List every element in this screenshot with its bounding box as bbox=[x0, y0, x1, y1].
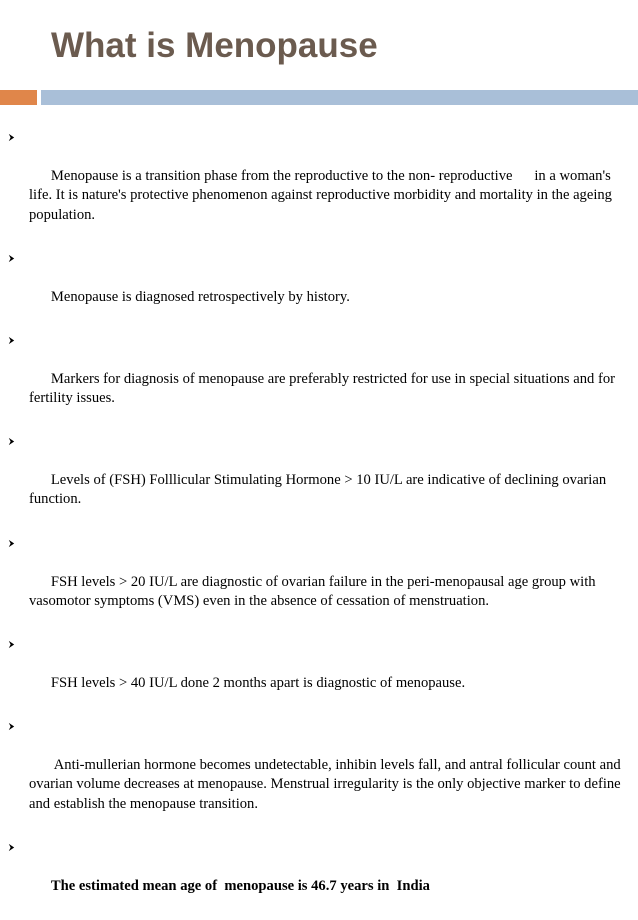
bullet-text: Menopause is diagnosed retrospectively by history. bbox=[50, 288, 350, 305]
bullet-item-1 bbox=[0, 128, 638, 244]
bullet-text: Anti-mullerian hormone becomes undetectable, inhibin levels fall, and antral follicular count and ovarian volume decreases at menopause. Menstrual irregularity is the only objective marker to define and establish the menopause transition. bbox=[29, 756, 625, 812]
bullet-text: Levels of (FSH) Folllicular Stimulating Hormone > 10 IU/L are indicative of declining ovarian function. bbox=[29, 472, 610, 508]
bullet-text: Menopause is a transition phase from the reproductive to the non- reproductive in a woman's life. It is nature's protective phenomenon against reproductive morbidity and mortality in the ageing population. bbox=[29, 167, 616, 223]
arrow-bullet-icon bbox=[7, 843, 16, 852]
bullet-item-8 bbox=[0, 838, 638, 916]
bullet-item-3 bbox=[0, 331, 638, 428]
bullet-item-7 bbox=[0, 717, 638, 833]
bullet-list bbox=[0, 128, 638, 920]
bullet-item-5 bbox=[0, 534, 638, 631]
bullet-item-4 bbox=[0, 432, 638, 529]
bullet-text: FSH levels > 20 IU/L are diagnostic of ovarian failure in the peri-menopausal age group with vasomotor symptoms (VMS) even in the absence of cessation of menstruation. bbox=[29, 573, 600, 609]
bullet-item-6 bbox=[0, 635, 638, 713]
arrow-bullet-icon bbox=[7, 336, 16, 345]
bullet-text: FSH levels > 40 IU/L done 2 months apart is diagnostic of menopause. bbox=[50, 674, 466, 691]
bullet-item-2 bbox=[0, 249, 638, 327]
slide-title: What is Menopause bbox=[51, 26, 378, 65]
arrow-bullet-icon bbox=[7, 133, 16, 142]
title-accent-bar-blue bbox=[41, 90, 638, 105]
arrow-bullet-icon bbox=[7, 722, 16, 731]
bullet-text: The estimated mean age of menopause is 46.7 years in India bbox=[50, 877, 430, 894]
arrow-bullet-icon bbox=[7, 640, 16, 649]
arrow-bullet-icon bbox=[7, 539, 16, 548]
arrow-bullet-icon bbox=[7, 254, 16, 263]
arrow-bullet-icon bbox=[7, 437, 16, 446]
title-accent-bar-orange bbox=[0, 90, 37, 105]
bullet-text: Markers for diagnosis of menopause are preferably restricted for use in special situations and for fertility issues. bbox=[29, 370, 619, 407]
